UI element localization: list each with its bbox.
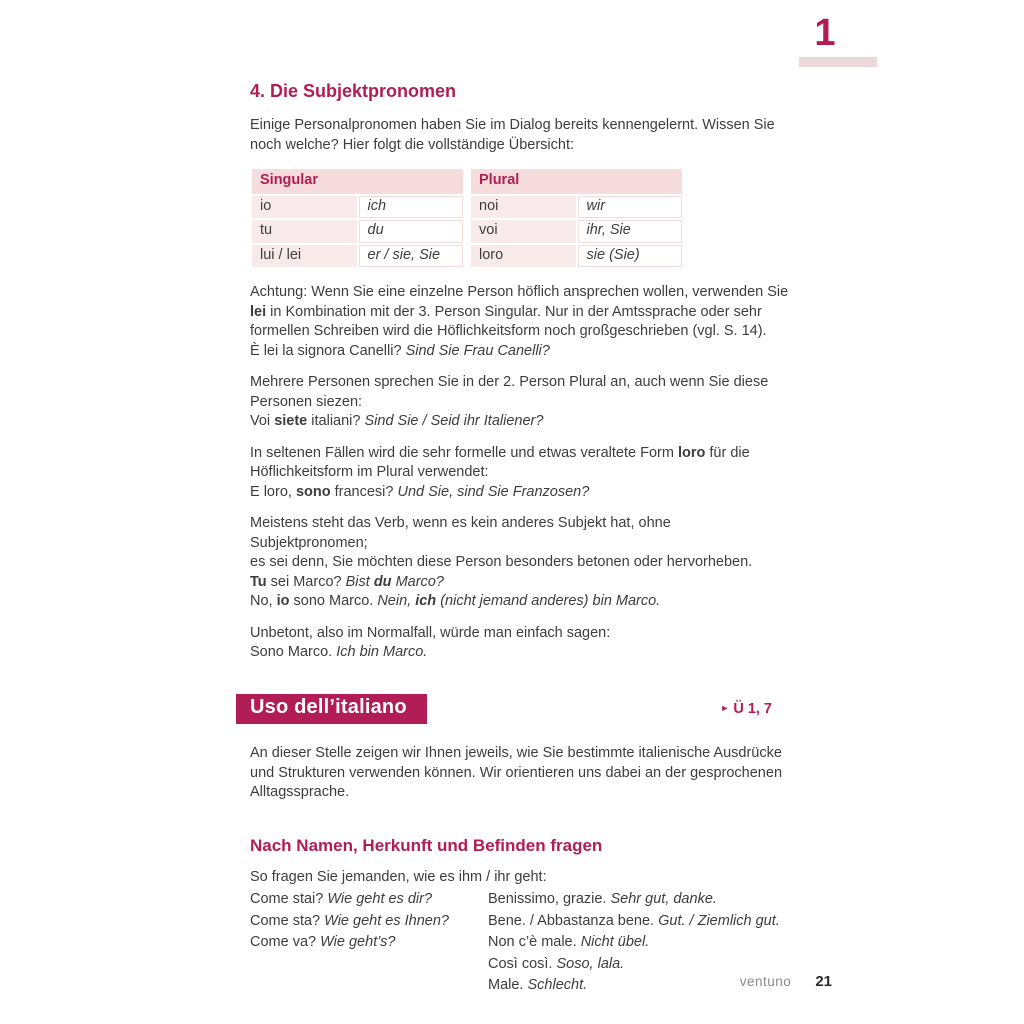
chapter-marker [799,12,877,67]
text-line: Alltagssprache. [250,784,350,800]
exercise-reference-label: Ü 1, 7 [733,700,772,717]
table-row [252,245,463,268]
text-line: In seltenen Fällen wird die sehr formelle und etwas veraltete Form loro für die [250,444,750,461]
text-line: Voi siete italiani? Sind Sie / Seid ihr Italiener? [250,413,544,429]
table-row [471,196,682,219]
grammar-section-heading: 4. Die Subjektpronomen [250,81,457,101]
pronoun-cell: loro [471,245,576,268]
usage-lead-line: So fragen Sie jemanden, wie es ihm / ihr geht: [250,868,547,885]
text-line: Tu sei Marco? Bist du Marco? [250,573,444,590]
text-line: È lei la signora Canelli? Sind Sie Frau Canelli? [250,342,550,359]
paragraph-achtung [250,283,790,361]
table-header-row [252,169,463,194]
page-footer [0,973,832,991]
grammar-intro-paragraph [250,116,790,155]
text-line: es sei denn, Sie möchten diese Person besonders betonen oder hervorheben. [250,554,753,570]
translation-cell: ihr, Sie [578,220,683,243]
translation-cell: wir [578,196,683,219]
text-line: Personen siezen: [250,393,363,410]
table-row [471,245,682,268]
text-line: Male. Schlecht. [488,977,588,993]
text-line: E loro, sono francesi? Und Sie, sind Sie Franzosen? [250,483,590,500]
text-line: Unbetont, also im Normalfall, würde man einfach sagen: [250,624,611,641]
text-line: Mehrere Personen sprechen Sie in der 2. Person Plural an, auch wenn Sie diese [250,374,769,390]
uso-intro-paragraph [250,744,790,803]
page-number-word: ventuno [739,974,792,989]
paragraph-meistens [250,514,790,612]
pronoun-cell: io [252,196,357,219]
subject-pronoun-table [250,167,684,269]
pronoun-cell: tu [252,220,357,243]
paragraph-seltene-faelle [250,444,790,503]
exercise-reference [720,699,772,720]
chapter-number: 1 [814,12,836,54]
page-number: 21 [815,973,832,990]
chapter-tab-bar [799,57,877,67]
table-row [471,220,682,243]
uso-banner: Uso dell’italiano [236,694,427,725]
text-line: Così così. Soso, lala. [488,955,625,972]
translation-cell: sie (Sie) [578,245,683,268]
translation-cell: er / sie, Sie [359,245,464,268]
text-line: An dieser Stelle zeigen wir Ihnen jeweils, wie Sie bestimmte italienische Ausdrücke [250,745,782,761]
singular-header-cell: Singular [252,169,463,194]
pronoun-cell: voi [471,220,576,243]
paragraph-mehrere-personen [250,373,790,432]
pronoun-table-plural [469,167,684,269]
text-line: Achtung: Wenn Sie eine einzelne Person höflich ansprechen wollen, verwenden Sie [250,284,789,300]
text-line: Come stai? Wie geht es dir? [250,891,433,907]
text-line: Non c’è male. Nicht übel. [488,934,650,950]
page-content [250,80,790,997]
arrow-right-icon: ► [720,702,730,713]
pronoun-cell: noi [471,196,576,219]
text-line: lei in Kombination mit der 3. Person Singular. Nur in der Amtssprache oder sehr [250,303,762,320]
translation-cell: ich [359,196,464,219]
text-line: Meistens steht das Verb, wenn es kein anderes Subjekt hat, ohne Subjektpronomen; [250,515,671,551]
text-line: und Strukturen verwenden können. Wir orientieren uns dabei an der gesprochenen [250,764,783,781]
table-row [252,196,463,219]
table-row [252,220,463,243]
usage-section-heading: Nach Namen, Herkunft und Befinden fragen [250,835,603,855]
text-line: No, io sono Marco. Nein, ich (nicht jemand anderes) bin Marco. [250,593,661,609]
pronoun-cell: lui / lei [252,245,357,268]
plural-header-cell: Plural [471,169,682,194]
table-header-row [471,169,682,194]
text-line: Benissimo, grazie. Sehr gut, danke. [488,891,717,907]
text-line: Sono Marco. Ich bin Marco. [250,644,428,660]
text-line: Einige Personalpronomen haben Sie im Dialog bereits kennengelernt. Wissen Sie [250,117,775,133]
text-line: noch welche? Hier folgt die vollständige Übersicht: [250,136,575,153]
translation-cell: du [359,220,464,243]
text-line: Come va? Wie geht’s? [250,934,396,950]
text-line: formellen Schreiben wird die Höflichkeitsform noch großgeschrieben (vgl. S. 14). [250,323,767,339]
text-line: Bene. / Abbastanza bene. Gut. / Ziemlich gut. [488,912,780,929]
pronoun-table-singular [250,167,465,269]
paragraph-unbetont [250,624,790,663]
uso-banner-row [236,694,790,725]
text-line: Come sta? Wie geht es Ihnen? [250,912,449,929]
text-line: Höflichkeitsform im Plural verwendet: [250,464,489,480]
